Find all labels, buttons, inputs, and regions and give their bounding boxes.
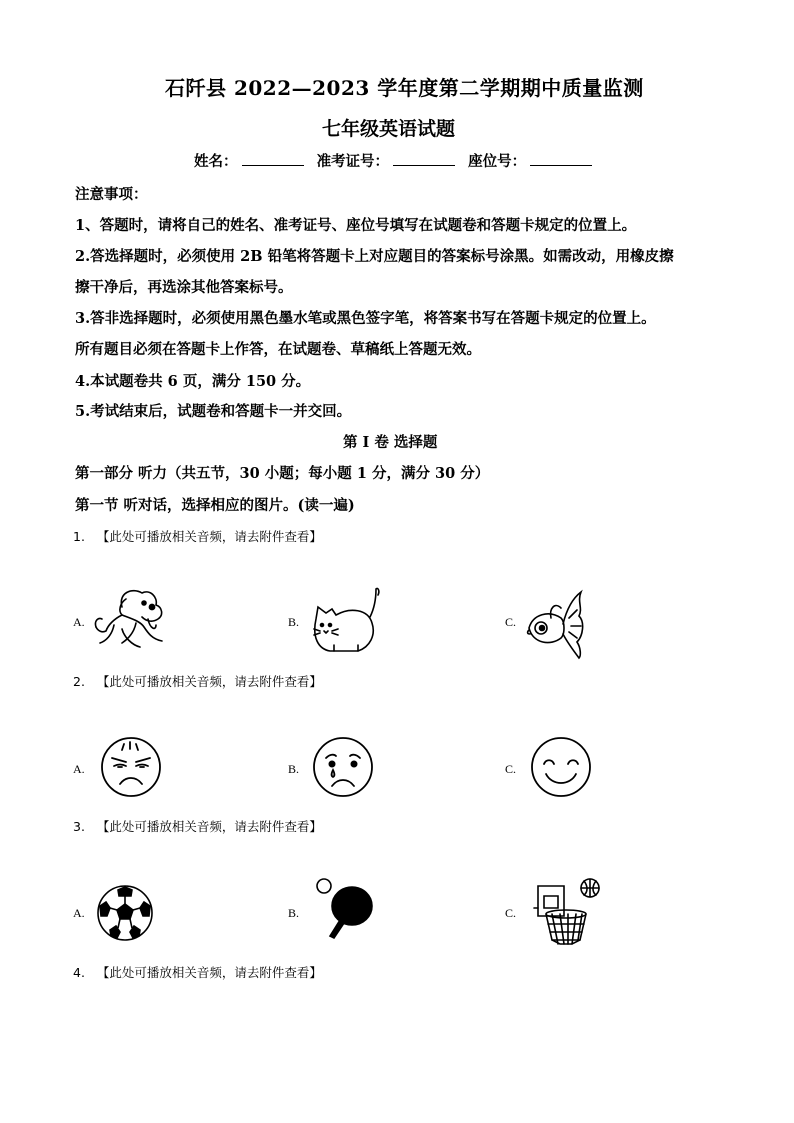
audio-placeholder[interactable]: 【此处可播放相关音频，请去附件查看】 bbox=[96, 674, 322, 689]
question-3 bbox=[73, 817, 322, 835]
option-label: C. bbox=[505, 615, 517, 629]
option-label: A. bbox=[73, 906, 85, 920]
option-label: C. bbox=[505, 906, 517, 920]
seat-label: 座位号： bbox=[468, 153, 527, 170]
question-number: 3. bbox=[73, 819, 85, 834]
dog-icon bbox=[92, 585, 172, 655]
note-item: 4.本试题卷共 6 页，满分 150 分。 bbox=[75, 373, 311, 390]
question-number: 2. bbox=[73, 674, 85, 689]
ping-pong-icon bbox=[312, 876, 374, 942]
note-item: 2.答选择题时，必须使用 2B 铅笔将答题卡上对应题目的答案标号涂黑。如需改动，用橡皮擦 bbox=[75, 248, 674, 265]
option-label: A. bbox=[73, 615, 85, 629]
angry-face-icon bbox=[100, 736, 162, 798]
question-number: 4. bbox=[73, 965, 85, 980]
option-label: A. bbox=[73, 762, 85, 776]
note-item: 3.答非选择题时，必须使用黑色墨水笔或黑色签字笔，将答案书写在答题卡规定的位置上。 bbox=[75, 310, 656, 327]
note-item: 所有题目必须在答题卡上作答，在试题卷、草稿纸上答题无效。 bbox=[75, 341, 481, 358]
exam-subtitle: 七年级英语试题 bbox=[322, 118, 456, 140]
fish-icon bbox=[525, 588, 587, 660]
audio-placeholder[interactable]: 【此处可播放相关音频，请去附件查看】 bbox=[96, 965, 322, 980]
note-item: 5.考试结束后，试题卷和答题卡一并交回。 bbox=[75, 403, 352, 420]
question-2 bbox=[73, 672, 322, 690]
part-heading: 第一部分 听力（共五节，30 小题；每小题 1 分，满分 30 分） bbox=[75, 465, 490, 482]
audio-placeholder[interactable]: 【此处可播放相关音频，请去附件查看】 bbox=[96, 819, 322, 834]
audio-placeholder[interactable]: 【此处可播放相关音频，请去附件查看】 bbox=[96, 529, 322, 544]
option-label: B. bbox=[288, 762, 300, 776]
soccer-ball-icon bbox=[96, 884, 154, 942]
name-label: 姓名： bbox=[194, 153, 238, 170]
exam-id-blank bbox=[393, 153, 455, 166]
basketball-hoop-icon bbox=[526, 878, 606, 948]
exam-id-label: 准考证号： bbox=[316, 153, 390, 170]
sad-face-icon bbox=[312, 736, 374, 798]
seat-blank bbox=[530, 153, 592, 166]
question-number: 1. bbox=[73, 529, 85, 544]
option-label: B. bbox=[288, 906, 300, 920]
cat-icon bbox=[310, 585, 382, 655]
note-item: 擦干净后，再选涂其他答案标号。 bbox=[75, 279, 293, 296]
note-item: 1、答题时，请将自己的姓名、准考证号、座位号填写在试题卷和答题卡规定的位置上。 bbox=[75, 217, 637, 234]
question-4 bbox=[73, 963, 322, 981]
subsection-heading: 第一节 听对话，选择相应的图片。(读一遍) bbox=[75, 497, 355, 514]
name-blank bbox=[242, 153, 304, 166]
volume-heading: 第 I 卷 选择题 bbox=[343, 434, 438, 451]
happy-face-icon bbox=[530, 736, 592, 798]
question-1 bbox=[73, 527, 322, 545]
option-label: B. bbox=[288, 615, 300, 629]
exam-title: 石阡县 2022—2023 学年度第二学期期中质量监测 bbox=[165, 76, 644, 100]
candidate-info-row bbox=[194, 150, 596, 171]
option-label: C. bbox=[505, 762, 517, 776]
notes-heading: 注意事项： bbox=[75, 186, 148, 203]
